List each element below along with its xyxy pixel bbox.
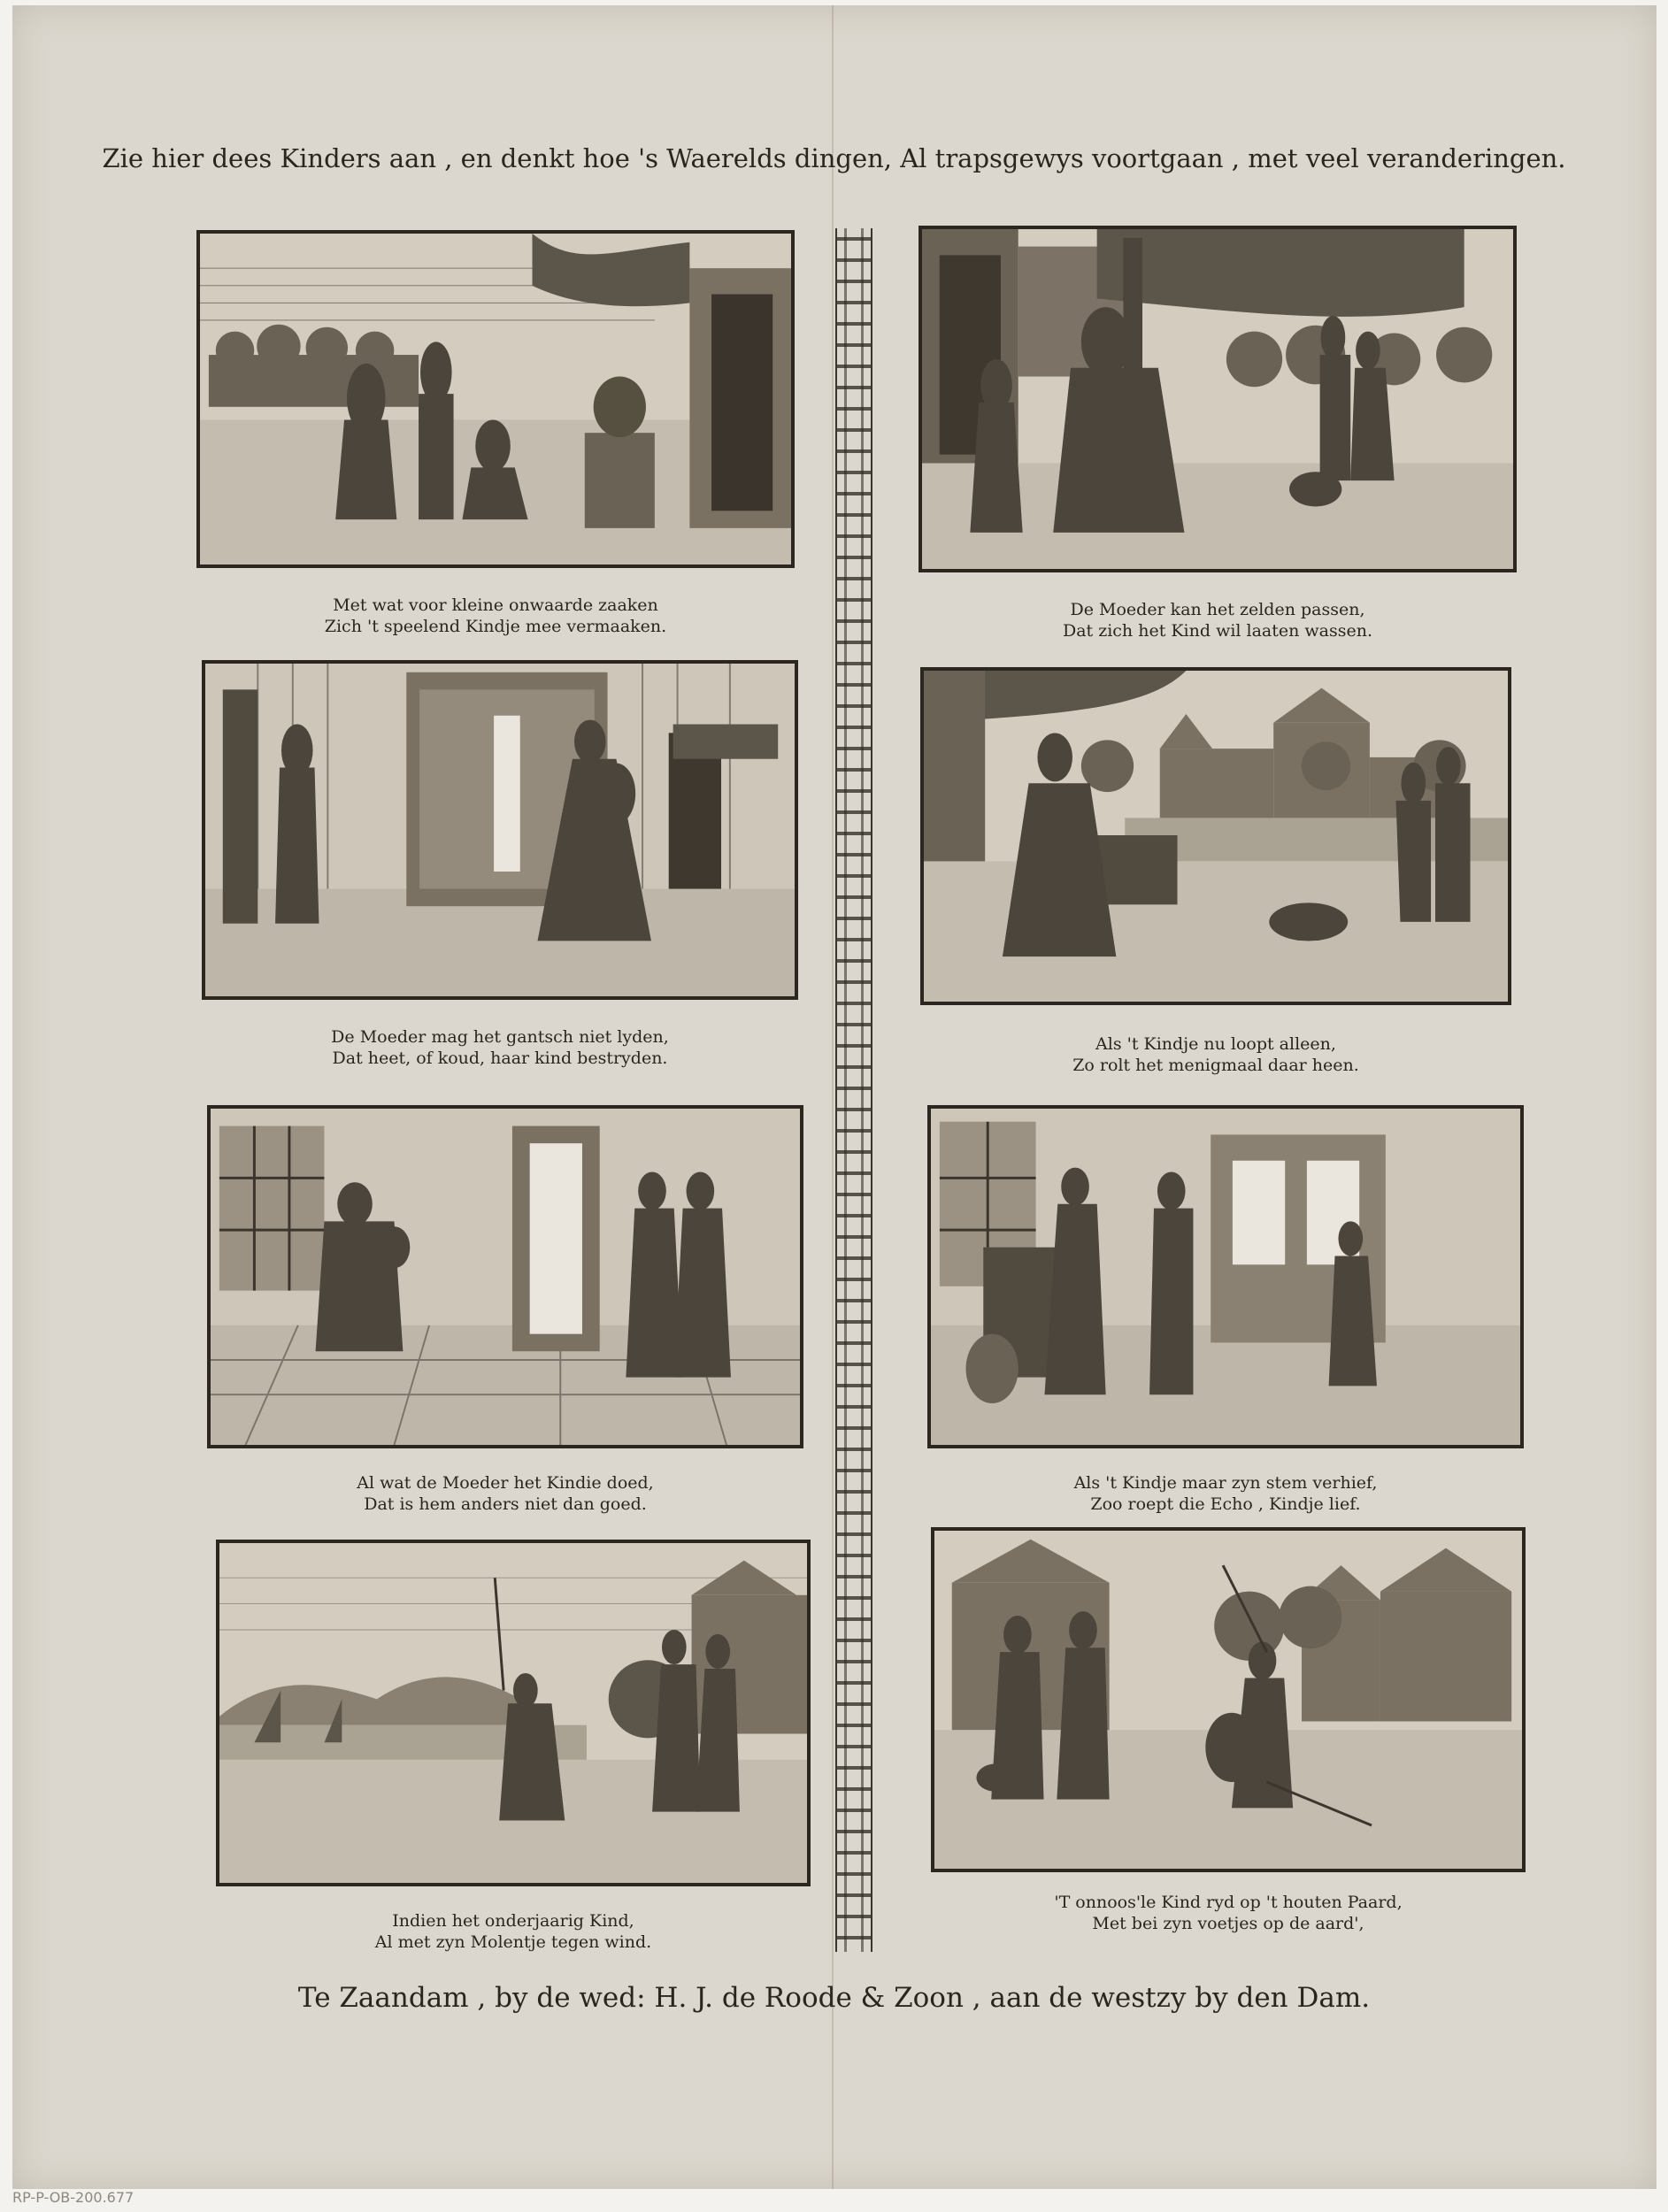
caption-line: Indien het onderjaarig Kind, bbox=[392, 1911, 634, 1931]
panel-caption-4 bbox=[920, 1033, 1511, 1076]
caption-line: Zo rolt het menigmaal daar heen. bbox=[1072, 1056, 1359, 1075]
caption-line: Al wat de Moeder het Kindie doed, bbox=[357, 1473, 654, 1493]
woodcut-panel-5 bbox=[207, 1105, 803, 1448]
panel-caption-3 bbox=[202, 1026, 798, 1069]
woodcut-illustration bbox=[934, 1531, 1522, 1869]
ornamental-divider bbox=[835, 228, 872, 1952]
woodcut-panel-6 bbox=[927, 1105, 1524, 1448]
caption-line: 'T onnoos'le Kind ryd op 't houten Paard, bbox=[1054, 1893, 1403, 1912]
panel-caption-6 bbox=[927, 1472, 1524, 1515]
caption-line: Als 't Kindje maar zyn stem verhief, bbox=[1073, 1473, 1378, 1493]
sheet-title: Zie hier dees Kinders aan , en denkt hoe 's Waerelds dingen, Al trapsgewys voortgaan , met veel veranderingen. bbox=[102, 143, 1566, 173]
panel-caption-5 bbox=[207, 1472, 803, 1515]
woodcut-illustration bbox=[219, 1543, 807, 1883]
caption-line: De Moeder mag het gantsch niet lyden, bbox=[331, 1027, 669, 1047]
woodcut-illustration bbox=[931, 1109, 1520, 1445]
caption-line: Al met zyn Molentje tegen wind. bbox=[374, 1932, 652, 1952]
woodcut-panel-7 bbox=[216, 1540, 811, 1886]
woodcut-panel-2 bbox=[919, 226, 1517, 572]
woodcut-panel-1 bbox=[196, 230, 795, 568]
panel-caption-2 bbox=[919, 599, 1517, 641]
caption-line: Zoo roept die Echo , Kindje lief. bbox=[1090, 1494, 1361, 1514]
panel-caption-8 bbox=[931, 1892, 1526, 1934]
woodcut-illustration bbox=[200, 234, 791, 565]
caption-line: Met wat voor kleine onwaarde zaaken bbox=[333, 595, 658, 615]
woodcut-illustration bbox=[922, 229, 1513, 569]
printer-imprint: Te Zaandam , by de wed: H. J. de Roode & Zoon , aan de westzy by den Dam. bbox=[297, 1982, 1371, 2014]
caption-line: Met bei zyn voetjes op de aard', bbox=[1092, 1914, 1364, 1933]
catalog-number: RP-P-OB-200.677 bbox=[12, 2189, 135, 2206]
caption-line: Zich 't speelend Kindje mee vermaaken. bbox=[324, 617, 667, 636]
caption-line: Dat is hem anders niet dan goed. bbox=[364, 1494, 647, 1514]
woodcut-illustration bbox=[211, 1109, 800, 1445]
panel-caption-1 bbox=[196, 595, 795, 637]
woodcut-illustration bbox=[205, 664, 795, 996]
caption-line: De Moeder kan het zelden passen, bbox=[1070, 600, 1365, 619]
panel-caption-7 bbox=[216, 1910, 811, 1953]
center-fold bbox=[832, 5, 834, 2189]
woodcut-panel-3 bbox=[202, 660, 798, 1000]
caption-line: Dat zich het Kind wil laaten wassen. bbox=[1062, 621, 1373, 641]
caption-line: Als 't Kindje nu loopt alleen, bbox=[1095, 1034, 1336, 1054]
woodcut-illustration bbox=[924, 671, 1508, 1002]
woodcut-panel-4 bbox=[920, 667, 1511, 1005]
caption-line: Dat heet, of koud, haar kind bestryden. bbox=[332, 1048, 668, 1068]
woodcut-panel-8 bbox=[931, 1527, 1526, 1872]
